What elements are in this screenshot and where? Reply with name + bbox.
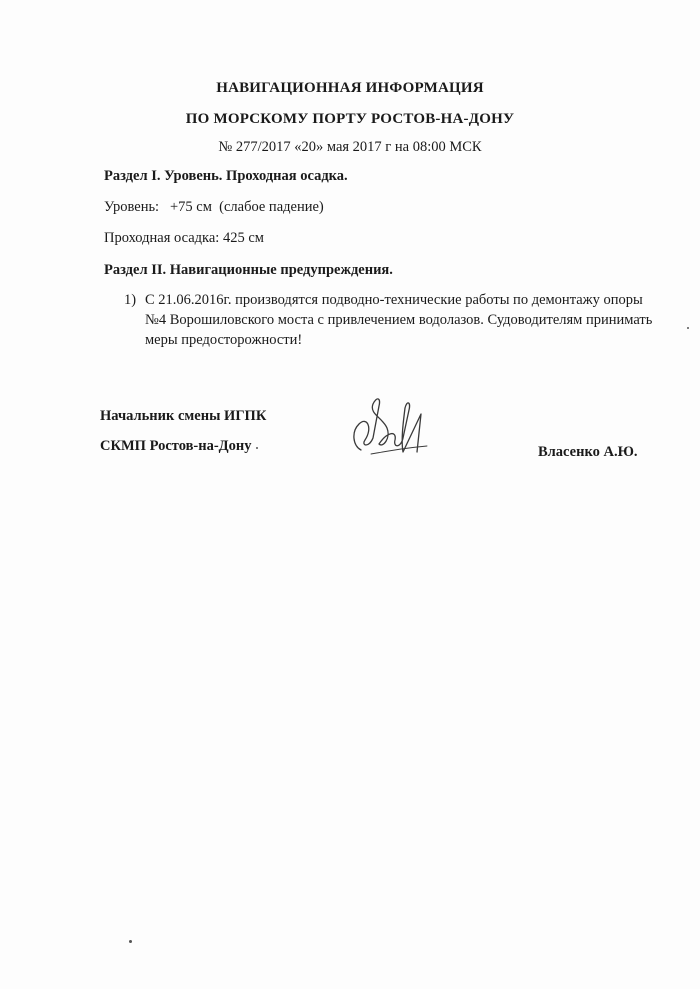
warning-text: С 21.06.2016г. производятся подводно-технические работы по демонтажу опоры №4 Ворошиловского моста с привлечением водолазов. Судоводителям принимать меры предосторожности! — [145, 292, 653, 348]
warning-number: 1) — [124, 292, 137, 308]
scan-speck — [129, 940, 132, 943]
handwritten-signature — [343, 388, 453, 468]
draft-line: Проходная осадка: 425 см — [104, 230, 264, 246]
scan-speck — [256, 447, 258, 449]
warnings-list — [124, 290, 654, 350]
title-line-1: НАВИГАЦИОННАЯ ИНФОРМАЦИЯ — [216, 80, 484, 96]
signer-name: Власенко А.Ю. — [538, 444, 638, 460]
section-2-heading: Раздел II. Навигационные предупреждения. — [104, 262, 393, 278]
scan-speck — [687, 327, 689, 329]
signer-organization: СКМП Ростов-на-Дону — [100, 438, 252, 454]
warning-item — [124, 290, 654, 350]
water-level-line: Уровень: +75 см (слабое падение) — [104, 199, 324, 215]
title-line-2: ПО МОРСКОМУ ПОРТУ РОСТОВ-НА-ДОНУ — [185, 111, 515, 127]
document-number: № 277/2017 «20» мая 2017 г на 08:00 МСК — [218, 139, 482, 155]
section-1-heading: Раздел I. Уровень. Проходная осадка. — [104, 168, 348, 184]
signer-position: Начальник смены ИГПК — [100, 408, 267, 424]
